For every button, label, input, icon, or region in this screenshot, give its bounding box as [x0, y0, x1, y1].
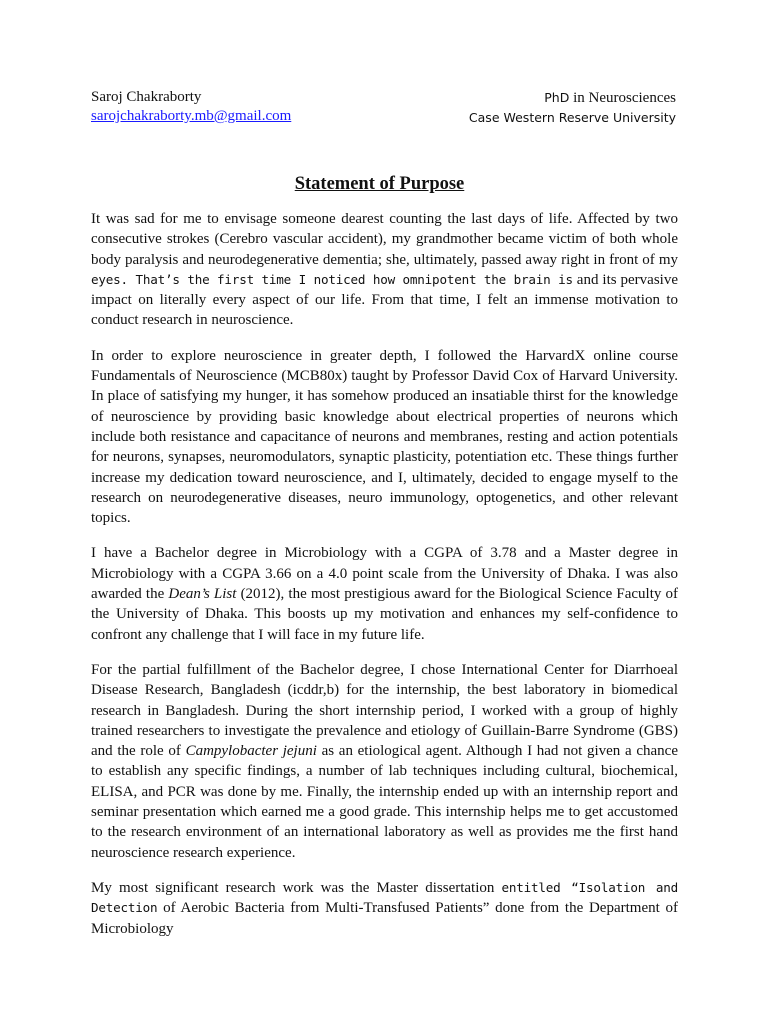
paragraph-4	[91, 660, 678, 863]
degree-prefix: PhD	[544, 90, 570, 105]
letter-header	[91, 88, 678, 127]
deans-list-award: Dean’s List	[168, 586, 237, 603]
paragraph-5-text-a: My most significant research work was the Master dissertation	[91, 879, 502, 896]
author-block	[91, 88, 291, 127]
program-line	[544, 88, 676, 108]
paragraph-5	[91, 878, 678, 939]
document-page	[91, 88, 678, 954]
university-name: Case Western Reserve University	[468, 110, 676, 125]
author-email-link[interactable]: sarojchakraborty.mb@gmail.com	[91, 108, 292, 124]
paragraph-5-text-b: entitled “Isolation and Detection	[91, 879, 678, 916]
paragraph-1	[91, 209, 678, 331]
document-title: Statement of Purpose	[294, 174, 465, 194]
paragraph-3-text-c: (2012), the most prestigious award for the Biological Science Faculty of the University of Dhaka. This boosts up my motivation and enhances my self-confidence to confront any challenge that I will face in my future life.	[91, 586, 678, 643]
paragraph-1-text-c: and its pervasive impact on literally every aspect of our life. From that time, I felt an immense motivation to conduct research in neuroscience.	[91, 271, 678, 329]
paragraph-5-text-c: of Aerobic Bacteria from Multi-Transfused Patients” done from the Department of Microbiology	[91, 900, 678, 937]
paragraph-2: In order to explore neuroscience in greater depth, I followed the HarvardX online course Fundamentals of Neuroscience (MCB80x) taught by Professor David Cox of Harvard University. In place of satisfying my hunger, it has somehow produced an insatiable thirst for the knowledge of neuroscience by providing basic knowledge about electrical properties of neurons which include both resistance and capacitance of neurons and membranes, resting and action potentials for neurons, synapses, neuromodulators, synaptic plasticity, potentiation etc. These things further increase my dedication toward neuroscience, and I, ultimately, decided to engage myself to the research on neurodegenerative diseases, neuro immunology, optogenetics, and other relevant topics.	[91, 347, 678, 527]
species-name: Campylobacter jejuni	[185, 743, 317, 760]
paragraph-3-text-a: I have a Bachelor degree in Microbiology with a CGPA of 3.78 and a Master degree in Microbiology with a CGPA 3.66 on a 4.0 point scale from the University of Dhaka. I was also awarded the	[91, 545, 678, 603]
paragraph-3	[91, 543, 678, 644]
paragraph-4-text-c: as an etiological agent. Although I had not given a chance to establish any specific findings, a number of lab techniques including cultural, biochemical, ELISA, and PCR was done by me. Finally, the internship ended up with an internship report and seminar presentation which earned me a good grade. This internship helps me to get accustomed to the research environment of an international laboratory as well as provides me the first hand neuroscience research experience.	[91, 743, 678, 861]
paragraph-4-text-a: For the partial fulfillment of the Bachelor degree, I chose International Center for Diarrhoeal Disease Research, Bangladesh (icddr,b) for the internship, the best laboratory in biomedical research in Bangladesh. During the short internship period, I worked with a group of highly trained researchers to investigate the prevalence and etiology of Guillain-Barre Syndrome (GBS) and the role of	[91, 661, 678, 760]
author-name: Saroj Chakraborty	[91, 89, 202, 105]
paragraph-1-text-a: It was sad for me to envisage someone dearest counting the last days of life. Affected by two consecutive strokes (Cerebro vascular accident), my grandmother became victim of both whole body paralysis and neurodegenerative dementia; she, ultimately, passed away right in front of my	[91, 211, 678, 268]
degree-suffix: in Neurosciences	[569, 90, 676, 106]
program-block	[469, 88, 678, 127]
paragraph-1-text-b: eyes. That’s the first time I noticed how omnipotent the brain is	[91, 271, 573, 287]
